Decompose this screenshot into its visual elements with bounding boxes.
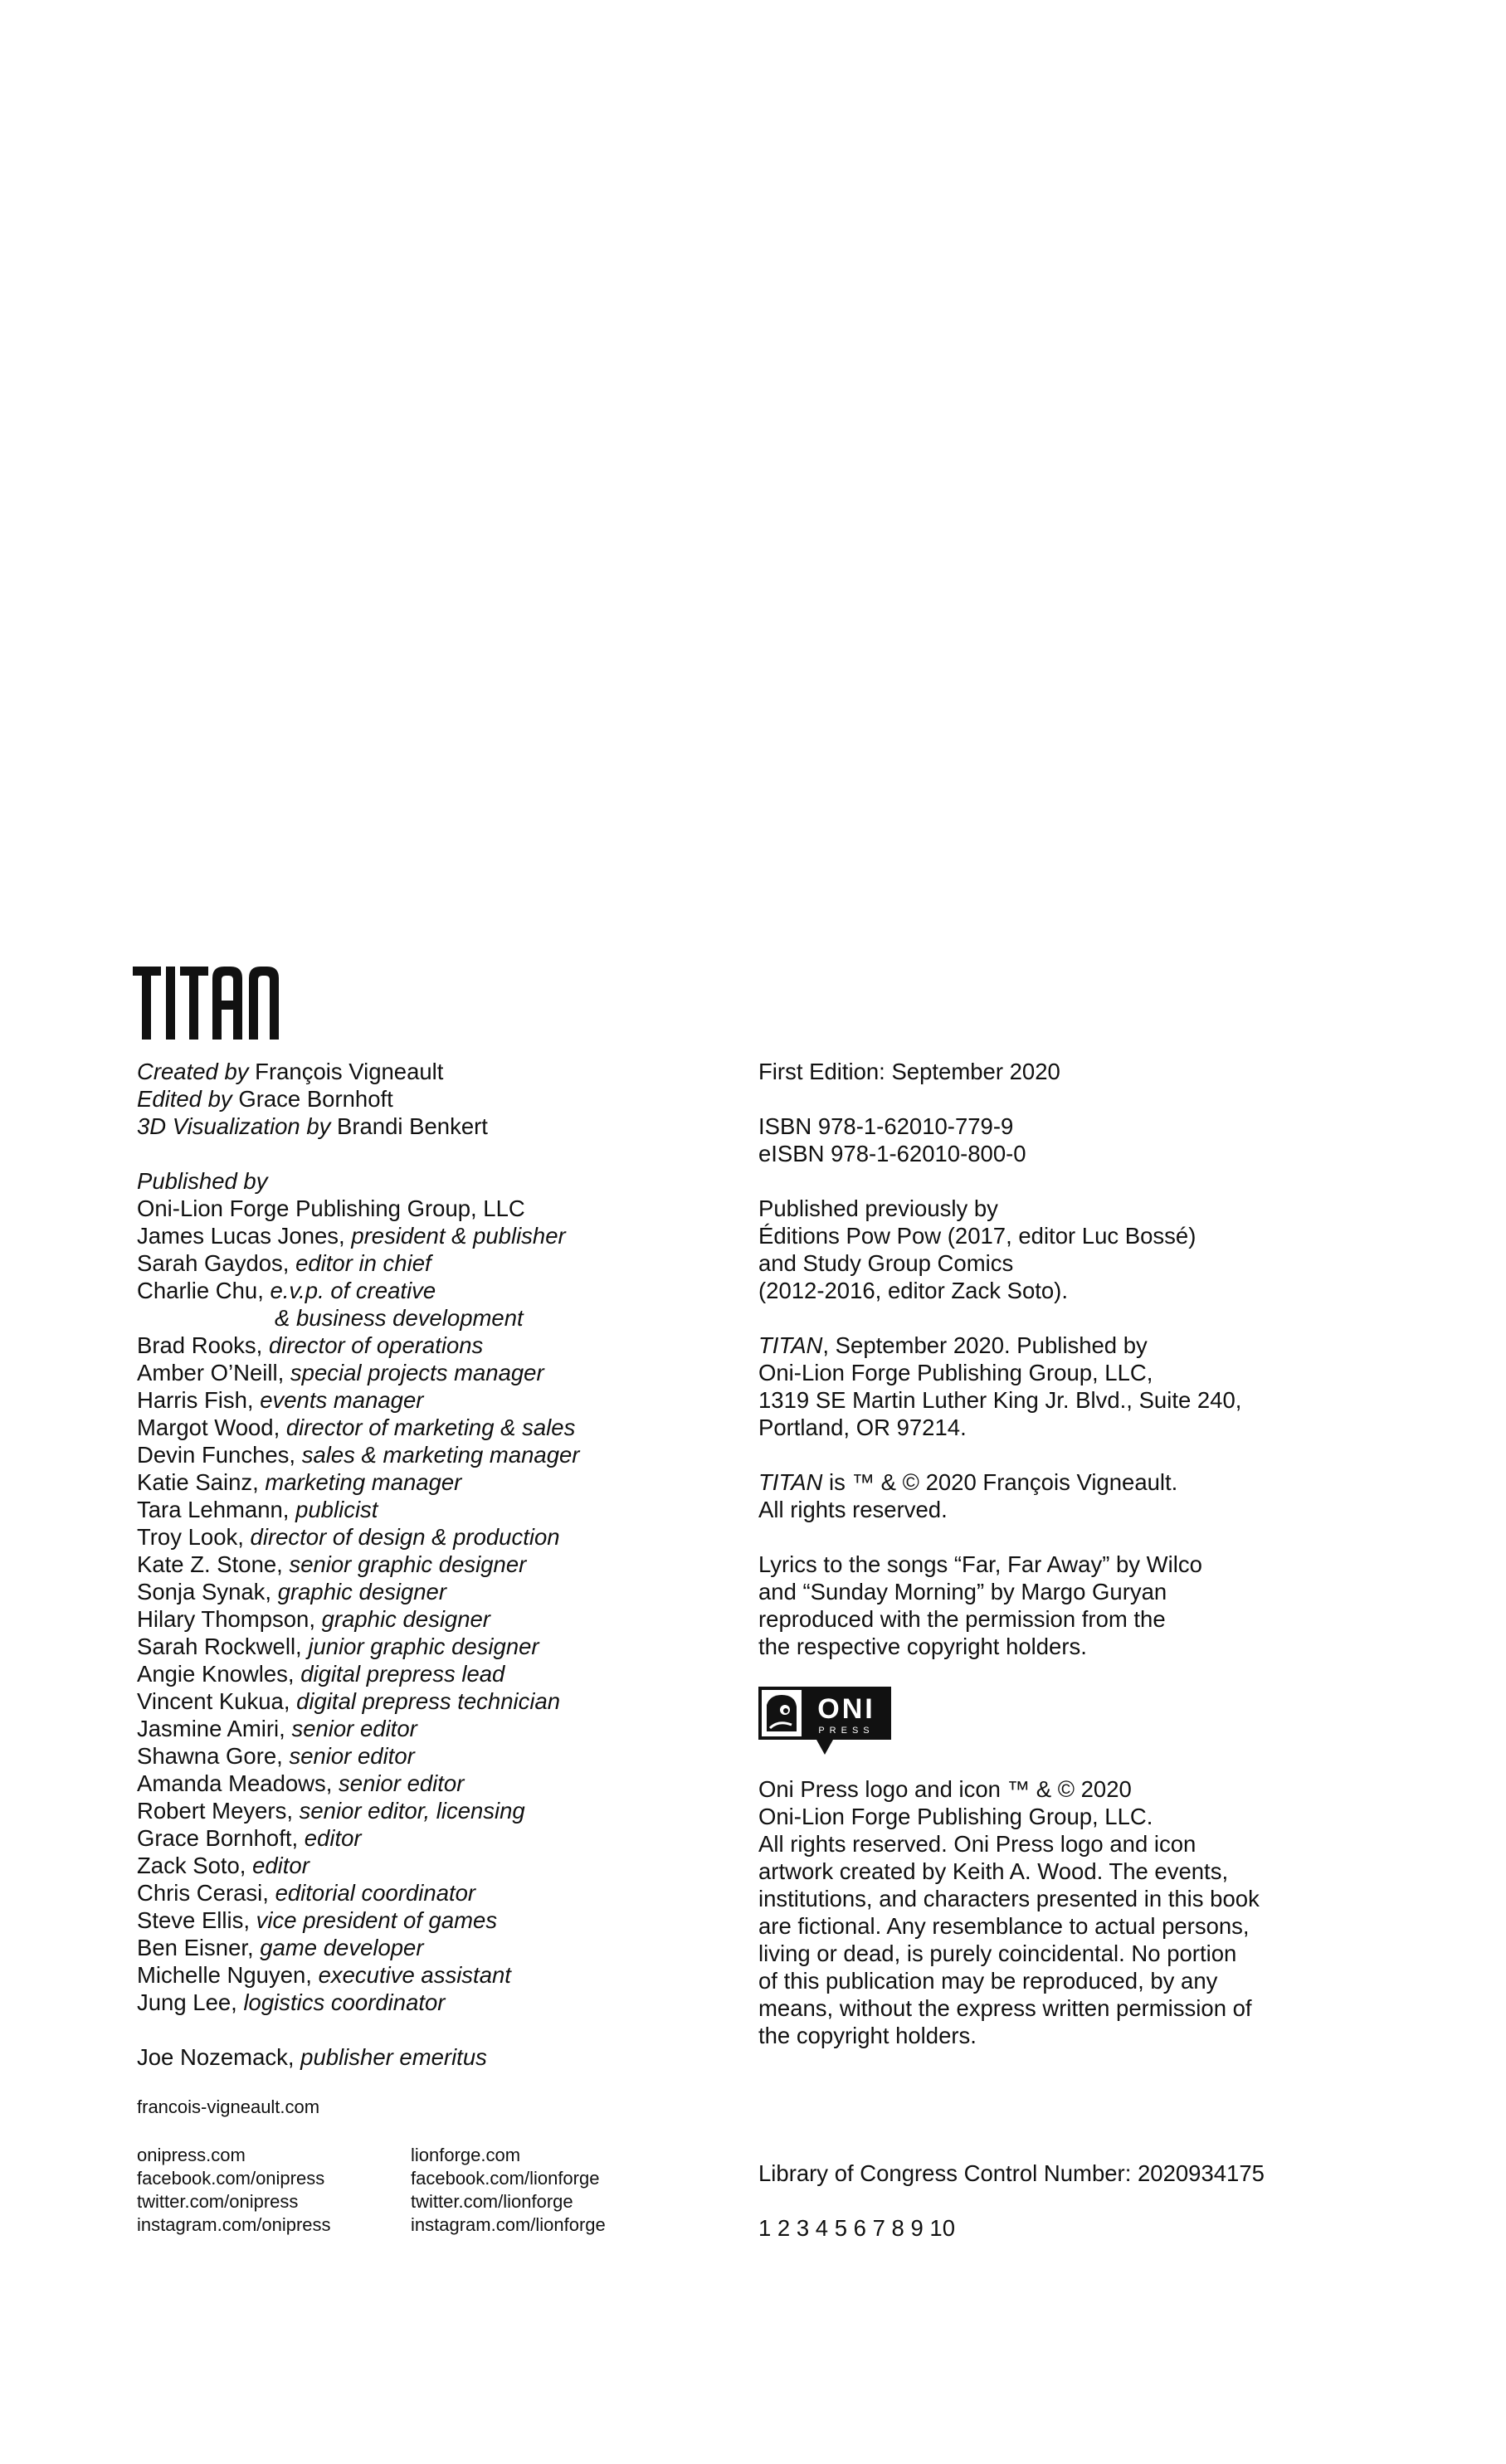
staff-line (137, 1468, 751, 1496)
staff-line (137, 1551, 751, 1578)
staff-role: sales & marketing manager (301, 1442, 580, 1468)
staff-role: vice president of games (256, 1907, 498, 1933)
staff-role: junior graphic designer (308, 1634, 539, 1659)
staff-list (137, 1222, 751, 2016)
staff-line (137, 1496, 751, 1523)
staff-line (137, 1386, 751, 1414)
staff-line (137, 1934, 751, 1961)
staff-name: Vincent Kukua, (137, 1688, 290, 1714)
staff-line (137, 1332, 751, 1359)
legal-line: of this publication may be reproduced, by any (758, 1968, 1218, 1994)
staff-role: director of design & production (250, 1524, 560, 1550)
staff-name: Michelle Nguyen, (137, 1962, 312, 1988)
oni-link[interactable]: onipress.com (137, 2145, 246, 2165)
legal-line: Oni-Lion Forge Publishing Group, LLC. (758, 1804, 1153, 1829)
staff-role: editorial coordinator (275, 1880, 476, 1906)
legal-line: means, without the express written permission of (758, 1995, 1252, 2021)
staff-name: Chris Cerasi, (137, 1880, 269, 1906)
publisher-company: Oni-Lion Forge Publishing Group, LLC (137, 1195, 525, 1221)
previously-line: (2012-2016, editor Zack Soto). (758, 1278, 1068, 1303)
staff-line (137, 1578, 751, 1605)
staff-name: Katie Sainz, (137, 1469, 259, 1495)
staff-role: director of operations (268, 1332, 484, 1358)
staff-role: publicist (295, 1497, 378, 1522)
oni-links (137, 2144, 331, 2237)
staff-name: Robert Meyers, (137, 1798, 293, 1824)
staff-line (137, 1961, 751, 1989)
staff-name: Jung Lee, (137, 1989, 237, 2015)
staff-line (137, 1989, 751, 2016)
staff-name: Troy Look, (137, 1524, 244, 1550)
legal-line: living or dead, is purely coincidental. No portion (758, 1941, 1237, 1966)
staff-name: Angie Knowles, (137, 1661, 295, 1687)
previously-line: Published previously by (758, 1195, 998, 1221)
edition-line: First Edition: September 2020 (758, 1059, 1060, 1084)
staff-line (137, 1852, 751, 1879)
visualization-line: 3D Visualization by Brandi Benkert (137, 1113, 488, 1139)
copyright-line-1: TITAN is ™ & © 2020 François Vigneault. (758, 1469, 1178, 1495)
staff-line (137, 1222, 751, 1249)
staff-role: senior editor (291, 1716, 417, 1741)
staff-name: Hilary Thompson, (137, 1606, 315, 1632)
staff-line (137, 1660, 751, 1687)
staff-name: Amber O’Neill, (137, 1360, 285, 1385)
staff-name: Brad Rooks, (137, 1332, 263, 1358)
oni-logo-main: ONI (817, 1693, 875, 1725)
previously-block (758, 1195, 1356, 1304)
staff-role: editor in chief (295, 1250, 431, 1276)
staff-name: Charlie Chu, (137, 1278, 264, 1303)
author-website[interactable]: francois-vigneault.com (137, 2096, 320, 2117)
staff-role: editor (252, 1853, 309, 1878)
staff-line (137, 1277, 751, 1304)
staff-role: director of marketing & sales (285, 1415, 576, 1440)
lyrics-line: the respective copyright holders. (758, 1634, 1087, 1659)
oni-logo-sub: PRESS (818, 1726, 875, 1736)
oni-link[interactable]: facebook.com/onipress (137, 2168, 325, 2189)
lion-link[interactable]: facebook.com/lionforge (411, 2168, 600, 2189)
staff-role: editor (304, 1825, 362, 1851)
staff-line (137, 1715, 751, 1742)
previously-line: Éditions Pow Pow (2017, editor Luc Bossé) (758, 1223, 1197, 1249)
legal-line: All rights reserved. Oni Press logo and icon (758, 1831, 1197, 1857)
isbn-line: ISBN 978-1-62010-779-9 (758, 1113, 1014, 1139)
staff-role: senior editor, licensing (299, 1798, 525, 1824)
staff-role: senior editor (289, 1743, 415, 1769)
lion-link[interactable]: instagram.com/lionforge (411, 2214, 606, 2235)
staff-name: Zack Soto, (137, 1853, 246, 1878)
staff-line (137, 1879, 751, 1906)
oni-link[interactable]: twitter.com/onipress (137, 2191, 299, 2212)
oni-link[interactable]: instagram.com/onipress (137, 2214, 331, 2235)
staff-line (137, 1359, 751, 1386)
legal-block (758, 1775, 1356, 2049)
staff-role: senior editor (339, 1770, 465, 1796)
staff-name: Devin Funches, (137, 1442, 296, 1468)
staff-role: digital prepress technician (296, 1688, 561, 1714)
staff-name: Amanda Meadows, (137, 1770, 333, 1796)
copyright-line-2: All rights reserved. (758, 1497, 948, 1522)
library-of-congress: Library of Congress Control Number: 2020934175 (758, 2160, 1265, 2186)
staff-name: Harris Fish, (137, 1387, 254, 1413)
staff-name: Grace Bornhoft, (137, 1825, 299, 1851)
staff-role: executive assistant (318, 1962, 511, 1988)
staff-role: graphic designer (277, 1579, 447, 1605)
staff-role: graphic designer (321, 1606, 490, 1632)
legal-line: institutions, and characters presented in this book (758, 1886, 1260, 1911)
previously-line: and Study Group Comics (758, 1250, 1014, 1276)
staff-name: Sarah Rockwell, (137, 1634, 302, 1659)
staff-role: marketing manager (265, 1469, 462, 1495)
staff-name: Sarah Gaydos, (137, 1250, 290, 1276)
staff-name: James Lucas Jones, (137, 1223, 345, 1249)
staff-name: Margot Wood, (137, 1415, 280, 1440)
staff-name: Kate Z. Stone, (137, 1551, 283, 1577)
staff-name: Jasmine Amiri, (137, 1716, 285, 1741)
staff-name: Steve Ellis, (137, 1907, 251, 1933)
lyrics-line: and “Sunday Morning” by Margo Guryan (758, 1579, 1167, 1605)
legal-line: artwork created by Keith A. Wood. The events, (758, 1858, 1229, 1884)
edited-by-line: Edited by Grace Bornhoft (137, 1086, 393, 1112)
staff-line (137, 1523, 751, 1551)
staff-line (137, 1742, 751, 1770)
lyrics-line: reproduced with the permission from the (758, 1606, 1166, 1632)
staff-role: president & publisher (351, 1223, 566, 1249)
legal-line: Oni Press logo and icon ™ & © 2020 (758, 1776, 1132, 1802)
credits-column (137, 1058, 751, 2071)
published-by-label: Published by (137, 1168, 268, 1194)
oni-press-logo (758, 1687, 891, 1760)
staff-line (137, 1633, 751, 1660)
pub-info-line-4: Portland, OR 97214. (758, 1415, 967, 1440)
staff-role: senior graphic designer (289, 1551, 527, 1577)
staff-role: e.v.p. of creative (270, 1278, 436, 1303)
staff-name: Sonja Synak, (137, 1579, 272, 1605)
lion-link[interactable]: twitter.com/lionforge (411, 2191, 573, 2212)
emeritus-line: Joe Nozemack, publisher emeritus (137, 2044, 487, 2070)
staff-name: Tara Lehmann, (137, 1497, 290, 1522)
lyrics-block (758, 1551, 1356, 1660)
lion-link[interactable]: lionforge.com (411, 2145, 521, 2165)
legal-column (758, 1058, 1356, 1660)
printing-line: 1 2 3 4 5 6 7 8 9 10 (758, 2215, 955, 2241)
eisbn-line: eISBN 978-1-62010-800-0 (758, 1141, 1026, 1166)
staff-role: events manager (260, 1387, 424, 1413)
staff-line (137, 1687, 751, 1715)
lion-links (411, 2144, 606, 2237)
staff-line (137, 1304, 751, 1332)
staff-line (137, 1605, 751, 1633)
staff-name: Shawna Gore, (137, 1743, 283, 1769)
staff-role: & business development (275, 1305, 524, 1331)
created-by-line: Created by François Vigneault (137, 1059, 444, 1084)
pub-info-line-2: Oni-Lion Forge Publishing Group, LLC, (758, 1360, 1153, 1385)
pub-info-line-3: 1319 SE Martin Luther King Jr. Blvd., Suite 240, (758, 1387, 1242, 1413)
staff-name: Ben Eisner, (137, 1935, 254, 1960)
pub-info-line-1: TITAN, September 2020. Published by (758, 1332, 1148, 1358)
titan-logo (133, 967, 290, 1045)
staff-line (137, 1797, 751, 1824)
legal-line: the copyright holders. (758, 2023, 977, 2048)
staff-line (137, 1441, 751, 1468)
staff-line (137, 1770, 751, 1797)
staff-line (137, 1414, 751, 1441)
staff-line (137, 1824, 751, 1852)
legal-line: are fictional. Any resemblance to actual persons, (758, 1913, 1250, 1939)
staff-role: digital prepress lead (300, 1661, 505, 1687)
staff-role: game developer (260, 1935, 424, 1960)
staff-line (137, 1249, 751, 1277)
lyrics-line: Lyrics to the songs “Far, Far Away” by Wilco (758, 1551, 1202, 1577)
staff-line (137, 1906, 751, 1934)
staff-role: special projects manager (290, 1360, 544, 1385)
staff-role: logistics coordinator (243, 1989, 446, 2015)
